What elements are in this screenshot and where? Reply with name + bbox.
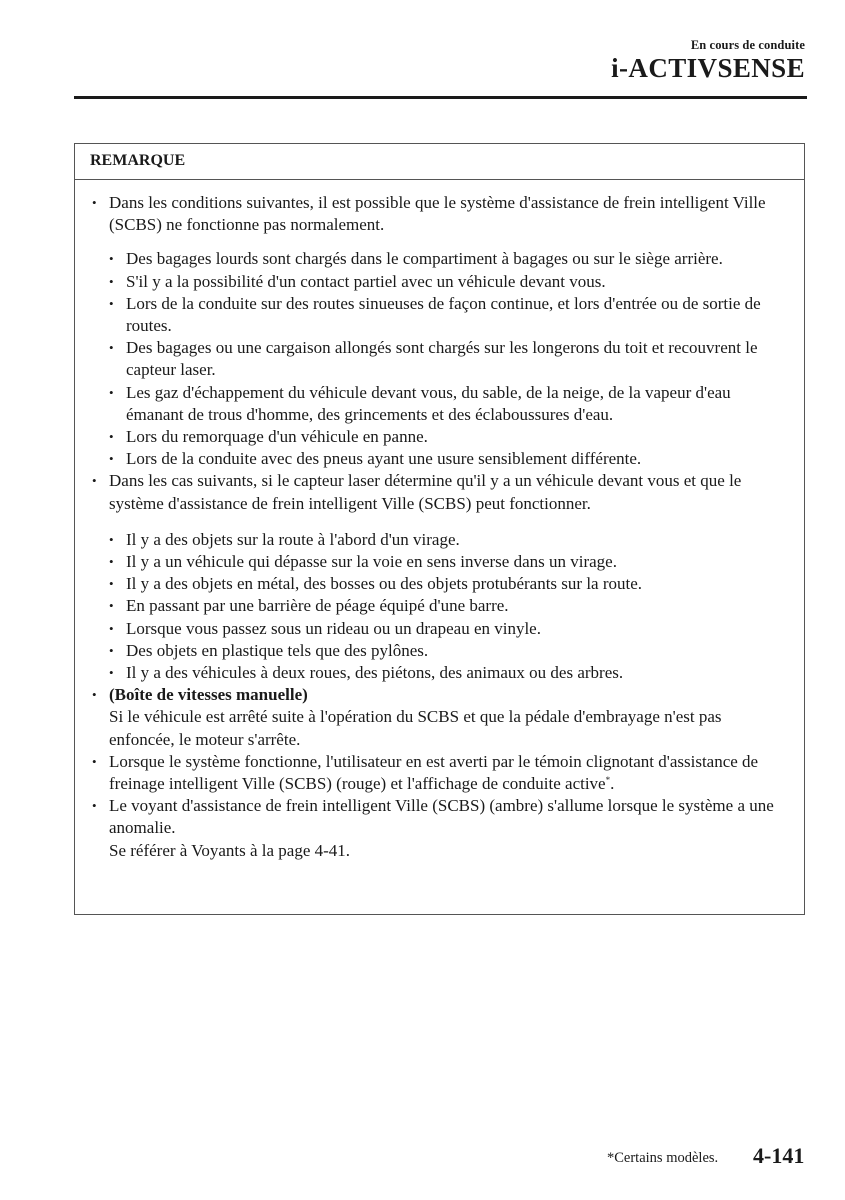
- sub-list-item: • Il y a un véhicule qui dépasse sur la voie en sens inverse dans un virage.: [89, 551, 788, 573]
- footnote-mark: *: [605, 775, 611, 786]
- list-item: • Dans les conditions suivantes, il est possible que le système d'assistance de frein intelligent Ville (SCBS) ne fonctionne pas normalement.: [89, 192, 788, 236]
- page-reference: Se référer à Voyants à la page 4-41.: [109, 840, 351, 860]
- sub-list-item: • Lors de la conduite avec des pneus ayant une usure sensiblement différente.: [89, 448, 788, 470]
- sub-list-item: • Il y a des véhicules à deux roues, des piétons, des animaux ou des arbres.: [89, 662, 788, 684]
- sub-list-item: • Il y a des objets en métal, des bosses ou des objets protubérants sur la route.: [89, 573, 788, 595]
- sub-list-item: • Des bagages lourds sont chargés dans le compartiment à bagages ou sur le siège arrière.: [89, 248, 788, 270]
- list-item: [89, 795, 788, 862]
- list-item: • Dans les cas suivants, si le capteur laser détermine qu'il y a un véhicule devant vous et que le système d'assistance de frein intelligent Ville (SCBS) peut fonctionner.: [89, 470, 788, 514]
- manual-transmission-heading: • (Boîte de vitesses manuelle): [109, 685, 308, 705]
- note-body: [75, 180, 804, 862]
- page-number: 4-141: [753, 1143, 805, 1168]
- sub-list-item: • Lorsque vous passez sous un rideau ou un drapeau en vinyle.: [89, 618, 788, 640]
- manual-transmission-text: Si le véhicule est arrêté suite à l'opération du SCBS et que la pédale d'embrayage n'est pas enfoncée, le moteur s'arrête.: [109, 707, 722, 749]
- sub-list-item: • Les gaz d'échappement du véhicule devant vous, du sable, de la neige, de la vapeur d'eau émanant de trous d'homme, des grincements et des éclaboussures d'eau.: [89, 382, 788, 426]
- footnote: *Certains modèles.: [607, 1150, 719, 1166]
- list-item-end: .: [610, 774, 615, 794]
- list-item-text: Lorsque le système fonctionne, l'utilisateur en est averti par le témoin clignotant d'assistance de freinage intelligent Ville (SCBS) (rouge) et l'affichage de conduite active: [109, 751, 759, 794]
- sub-list-item: • Lors de la conduite sur des routes sinueuses de façon continue, et lors d'entrée ou de sortie de routes.: [89, 293, 788, 337]
- sub-list-item: • Lors du remorquage d'un véhicule en panne.: [89, 426, 788, 448]
- sub-list-item: • Des bagages ou une cargaison allongés sont chargés sur les longerons du toit et recouvrent le capteur laser.: [89, 337, 788, 381]
- note-box: [74, 143, 805, 915]
- sub-list-item: • Il y a des objets sur la route à l'abord d'un virage.: [89, 529, 788, 551]
- sub-list-item: • En passant par une barrière de péage équipé d'une barre.: [89, 595, 788, 617]
- sub-list-item: • Des objets en plastique tels que des pylônes.: [89, 640, 788, 662]
- header-divider: [74, 96, 807, 99]
- list-item: [89, 684, 788, 751]
- section-label: En cours de conduite: [690, 38, 805, 52]
- sub-list-item: • S'il y a la possibilité d'un contact partiel avec un véhicule devant vous.: [89, 271, 788, 293]
- page-title: i-ACTIVSENSE: [611, 53, 805, 83]
- note-heading: REMARQUE: [75, 144, 804, 180]
- list-item: [89, 751, 788, 795]
- list-item-text: • Le voyant d'assistance de frein intelligent Ville (SCBS) (ambre) s'allume lorsque le système a une anomalie.: [109, 796, 774, 838]
